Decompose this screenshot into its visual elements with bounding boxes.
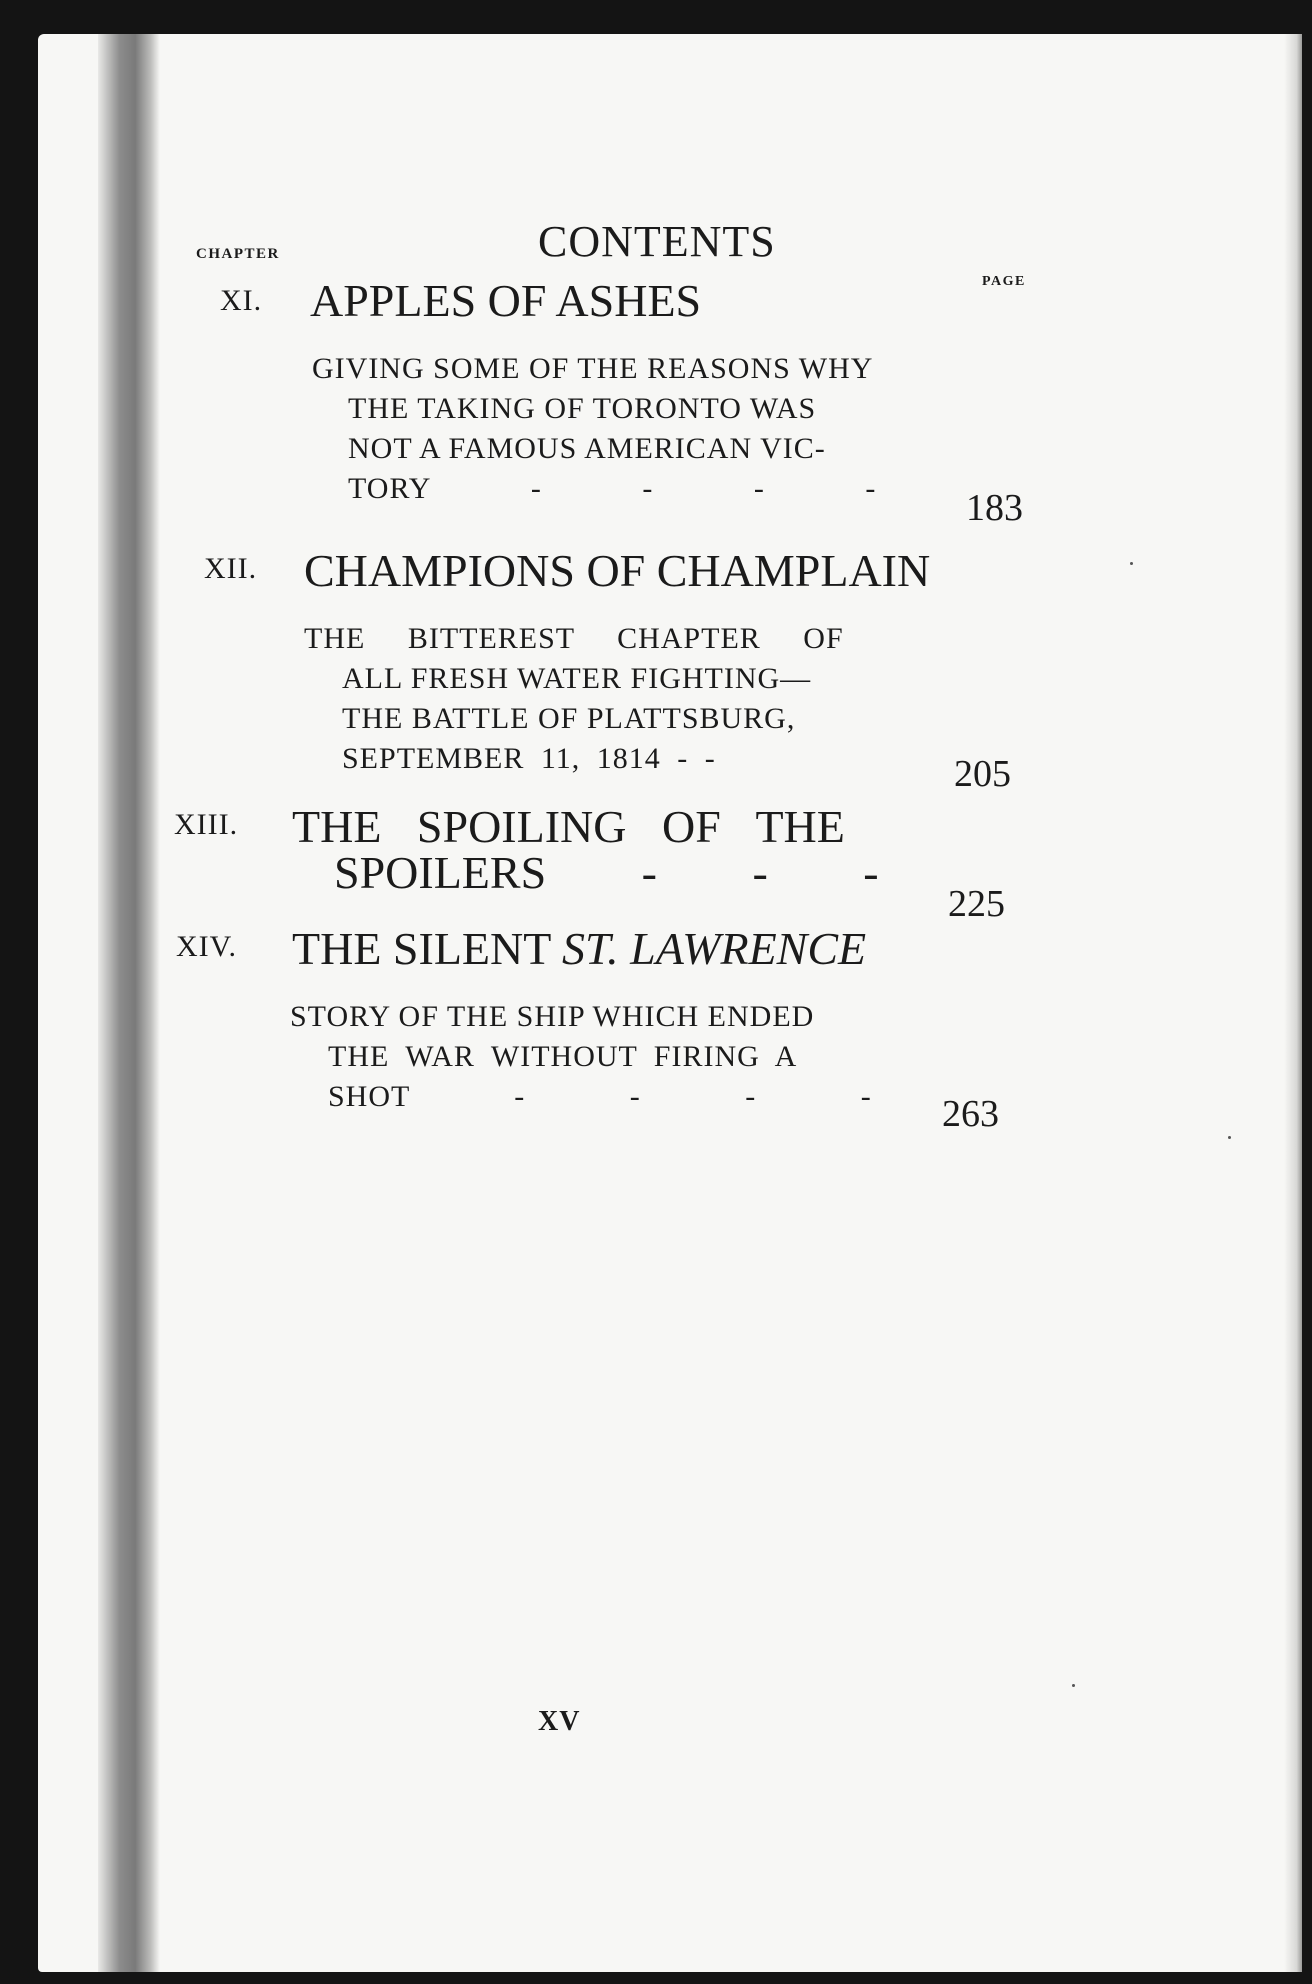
page-number: 263 [942, 1093, 999, 1135]
chapter-title-continued: SPOILERS - - - [334, 847, 879, 898]
chapter-title-italic: ST. LAWRENCE [562, 923, 867, 974]
gutter-shadow [98, 34, 160, 1972]
page-column-label: PAGE [982, 274, 1026, 289]
chapter-subtitle-line: NOT A FAMOUS AMERICAN VIC- [348, 432, 826, 465]
page-number: 183 [966, 487, 1023, 529]
scan-speck [1130, 562, 1133, 565]
chapter-subtitle-line: SHOT - - - - [328, 1080, 872, 1113]
chapter-subtitle-line: TORY - - - - [348, 472, 877, 505]
chapter-numeral: XIII. [174, 808, 239, 841]
book-page [38, 34, 1302, 1972]
chapter-title [292, 922, 866, 975]
page-edge [1284, 34, 1302, 1972]
chapter-subtitle-line: THE BATTLE OF PLATTSBURG, [342, 702, 796, 735]
chapter-numeral: XII. [204, 552, 258, 585]
chapter-title: CHAMPIONS OF CHAMPLAIN [304, 545, 931, 596]
chapter-numeral: XIV. [176, 930, 237, 963]
chapter-title: APPLES OF ASHES [310, 275, 702, 326]
chapter-title: THE SPOILING OF THE [292, 801, 845, 852]
chapter-subtitle-line: THE WAR WITHOUT FIRING A [328, 1040, 798, 1073]
chapter-subtitle-line: ALL FRESH WATER FIGHTING— [342, 662, 812, 695]
chapter-column-label: CHAPTER [196, 246, 280, 262]
chapter-subtitle-line: GIVING SOME OF THE REASONS WHY [312, 352, 874, 385]
contents-title: CONTENTS [538, 217, 776, 266]
chapter-subtitle-line: THE TAKING OF TORONTO WAS [348, 392, 817, 425]
page-number: 225 [948, 883, 1005, 925]
page-folio: XV [538, 1706, 581, 1737]
chapter-subtitle-line: SEPTEMBER 11, 1814 - - [342, 742, 716, 775]
scan-speck [1228, 1136, 1231, 1139]
chapter-subtitle-line: STORY OF THE SHIP WHICH ENDED [290, 1000, 815, 1033]
chapter-numeral: XI. [220, 284, 263, 317]
chapter-subtitle-line: THE BITTEREST CHAPTER OF [304, 622, 844, 655]
chapter-title-plain: THE SILENT [292, 923, 551, 974]
page-number: 205 [954, 753, 1011, 795]
scan-speck [1072, 1684, 1075, 1687]
